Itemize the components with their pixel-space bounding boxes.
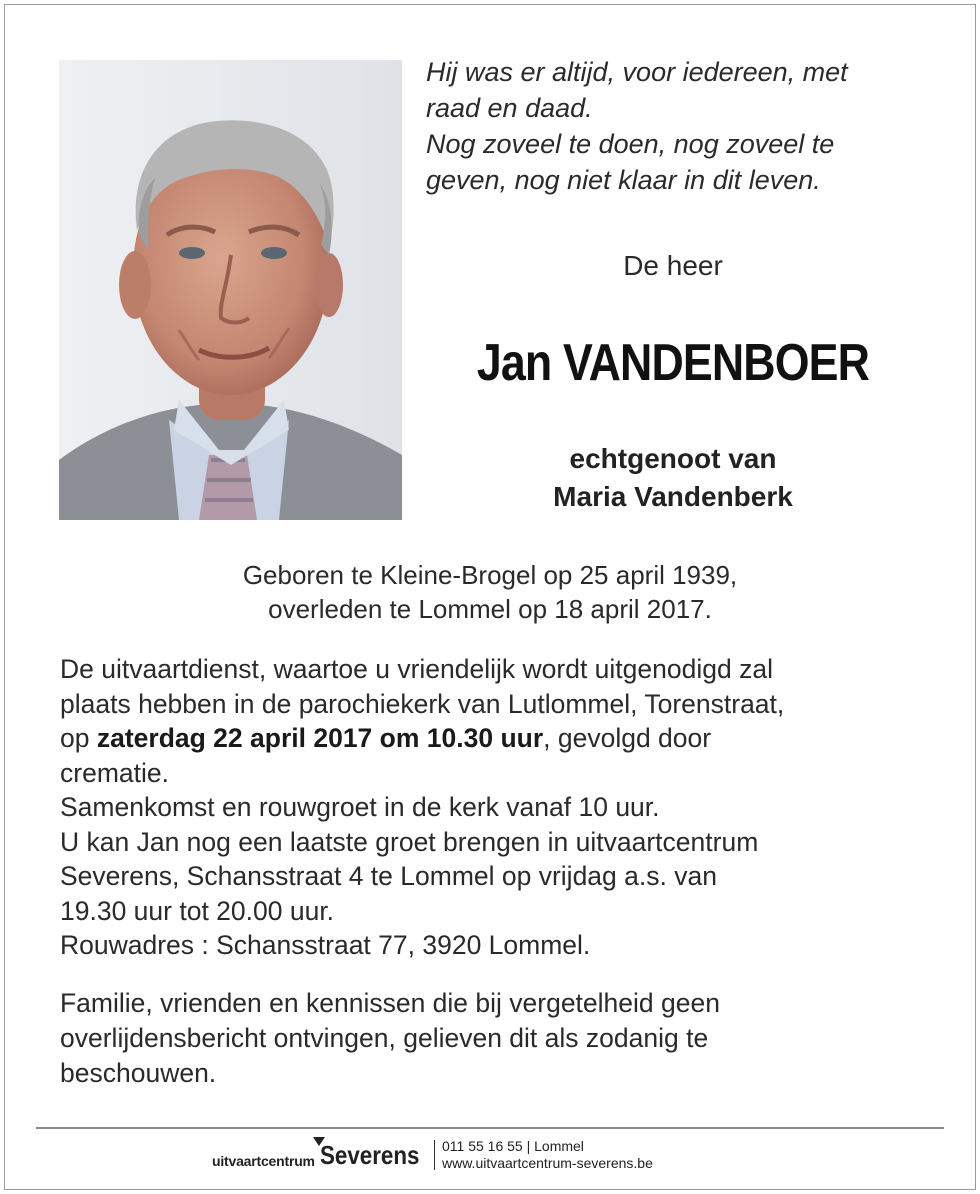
poem-quote [426,54,946,198]
birth-death-details [60,558,920,626]
closing-line: Familie, vrienden en kennissen die bij vergetelheid geen [60,988,720,1018]
closing-line: overlijdensbericht ontvingen, gelieven dit als zodanig te [60,1023,709,1053]
poem-line: geven, nog niet klaar in dit leven. [426,165,821,195]
footer-contact [442,1138,653,1172]
spouse-name: Maria Vandenberk [553,481,793,512]
service-date-bold: zaterdag 22 april 2017 om 10.30 uur [96,723,544,753]
service-date-line [60,721,940,756]
footer-phone: 011 55 16 55 | Lommel [442,1138,584,1154]
death-line: overleden te Lommel op 18 april 2017. [268,594,712,624]
service-line: crematie. [60,757,169,788]
deceased-name: Jan VANDENBOER [476,334,870,392]
footer-website[interactable]: www.uitvaartcentrum-severens.be [442,1155,653,1171]
footer-prefix: uitvaartcentrum [212,1153,315,1169]
portrait-photo [59,60,402,520]
service-details [60,652,940,963]
salutation: De heer [623,250,723,281]
service-date-suffix: , gevolgd door [543,723,712,753]
closing-note [60,986,940,1091]
poem-line: Hij was er altijd, voor iedereen, met [426,57,848,87]
service-date-prefix: op [60,723,97,753]
spouse-relation: echtgenoot van [569,443,777,474]
service-line: U kan Jan nog een laatste groet brengen in uitvaartcentrum [60,826,759,857]
service-line: Severens, Schansstraat 4 te Lommel op vrijdag a.s. van [60,861,717,891]
footer-separator [434,1140,435,1170]
birth-line: Geboren te Kleine-Brogel op 25 april 1939, [242,560,738,590]
closing-line: beschouwen. [60,1058,217,1088]
footer-brand: Severens [320,1140,420,1170]
funeral-home-footer [0,1136,980,1176]
mourning-address: Rouwadres : Schansstraat 77, 3920 Lommel. [60,930,591,960]
service-line: De uitvaartdienst, waartoe u vriendelijk wordt uitgenodigd zal [60,654,773,684]
service-line: Samenkomst en rouwgroet in de kerk vanaf 10 uur. [60,792,660,822]
service-line: plaats hebben in de parochiekerk van Lutlommel, Torenstraat, [60,688,785,719]
spouse-block [426,440,920,516]
poem-line: raad en daad. [426,93,593,123]
footer-divider-rule [36,1127,944,1129]
poem-line: Nog zoveel te doen, nog zoveel te [426,129,835,159]
service-line: 19.30 uur tot 20.00 uur. [60,895,335,926]
